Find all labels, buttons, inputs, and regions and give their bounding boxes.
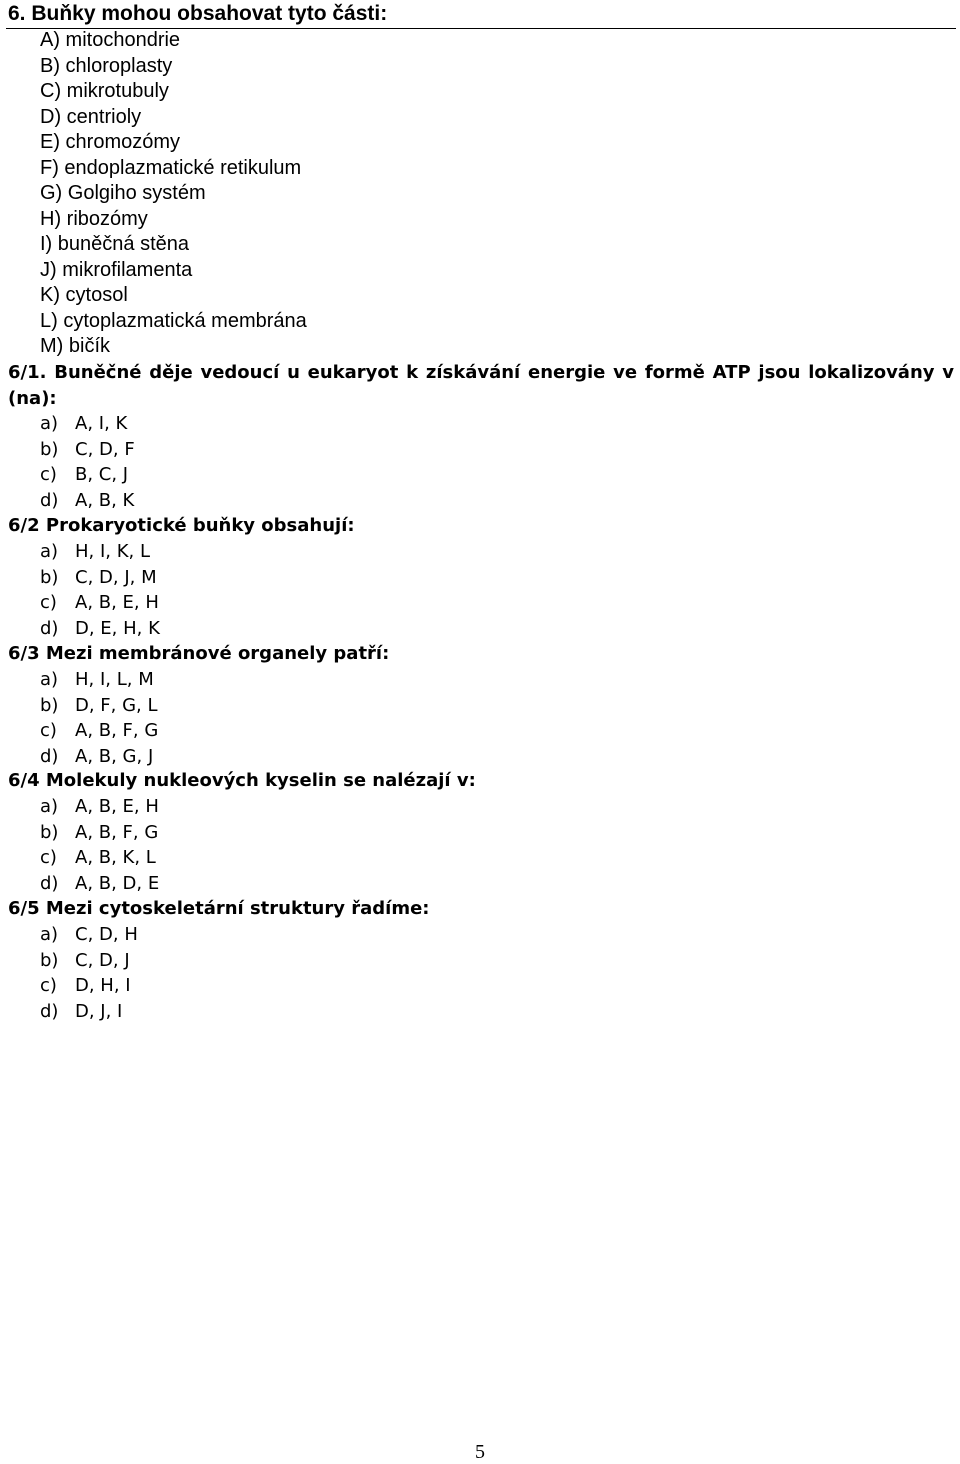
option-text: A, B, F, G (75, 720, 159, 741)
cell-parts-list (40, 28, 307, 360)
answer-option (40, 922, 138, 948)
option-text: C, D, J (75, 949, 130, 971)
answer-option (40, 973, 138, 999)
answer-option (40, 411, 135, 437)
option-text: A, B, E, H (75, 592, 159, 613)
answer-option (40, 616, 160, 642)
answer-options (40, 667, 158, 769)
cell-part-item: J) mikrofilamenta (40, 258, 193, 281)
option-text: A, B, K (75, 489, 135, 511)
cell-part-item: H) ribozómy (40, 207, 148, 230)
option-text: D, E, H, K (75, 617, 160, 639)
option-letter: d) (40, 617, 59, 639)
answer-option (40, 718, 158, 744)
cell-part-item: B) chloroplasty (40, 54, 173, 77)
option-text: D, H, I (75, 975, 131, 996)
option-letter: d) (40, 745, 59, 767)
option-text: C, D, H (75, 924, 138, 945)
option-letter: b) (40, 821, 59, 843)
answer-option (40, 871, 159, 897)
option-text: A, I, K (75, 413, 128, 434)
option-letter: c) (40, 720, 57, 741)
option-letter: a) (40, 541, 59, 562)
cell-part-item: C) mikrotubuly (40, 80, 169, 102)
answer-options (40, 539, 160, 641)
option-text: A, B, E, H (75, 796, 159, 817)
option-letter: c) (40, 592, 57, 613)
option-text: A, B, D, E (75, 872, 160, 894)
answer-options (40, 922, 138, 1024)
answer-option (40, 437, 135, 463)
option-letter: c) (40, 847, 57, 868)
question-title: 6/5 Mezi cytoskeletární struktury řadíme: (8, 898, 430, 919)
cell-part-item: M) bičík (40, 335, 110, 357)
cell-part-item: D) centrioly (40, 105, 142, 128)
answer-option (40, 820, 159, 846)
option-text: D, F, G, L (75, 694, 158, 716)
question-title: 6/2 Prokaryotické buňky obsahují: (8, 515, 355, 536)
cell-part-item: F) endoplazmatické retikulum (40, 156, 302, 179)
option-text: H, I, K, L (75, 541, 151, 562)
option-text: A, B, G, J (75, 745, 154, 767)
page-number: 5 (475, 1441, 485, 1463)
option-letter: c) (40, 464, 57, 485)
cell-part-item: K) cytosol (40, 284, 128, 306)
cell-part-item: I) buněčná stěna (40, 233, 189, 255)
cell-part-item: L) cytoplazmatická membrána (40, 309, 307, 332)
option-letter: a) (40, 413, 59, 434)
cell-part-item: A) mitochondrie (40, 29, 181, 51)
option-text: A, B, K, L (75, 847, 156, 868)
option-text: A, B, F, G (75, 821, 159, 843)
option-text: D, J, I (75, 1000, 123, 1022)
question-title: 6/3 Mezi membránové organely patří: (8, 643, 390, 664)
answer-option (40, 693, 158, 719)
answer-option (40, 539, 160, 565)
option-letter: d) (40, 872, 59, 894)
option-letter: d) (40, 489, 59, 511)
cell-part-item: G) Golgiho systém (40, 182, 206, 204)
option-letter: b) (40, 438, 59, 460)
answer-option (40, 744, 158, 770)
answer-option (40, 565, 160, 591)
option-letter: c) (40, 975, 57, 996)
answer-option (40, 845, 159, 871)
option-letter: a) (40, 796, 59, 817)
option-letter: b) (40, 566, 59, 588)
option-letter: d) (40, 1000, 59, 1022)
answer-option (40, 590, 160, 616)
answer-option (40, 488, 135, 514)
section-heading: 6. Buňky mohou obsahovat tyto části: (8, 2, 388, 25)
answer-option (40, 462, 135, 488)
option-letter: a) (40, 924, 59, 945)
option-letter: b) (40, 694, 59, 716)
answer-options (40, 411, 135, 513)
option-letter: a) (40, 669, 59, 690)
option-text: C, D, F (75, 438, 135, 460)
answer-option (40, 999, 138, 1025)
option-letter: b) (40, 949, 59, 971)
question-title: 6/4 Molekuly nukleových kyselin se nalézají v: (8, 770, 476, 791)
answer-options (40, 794, 159, 896)
answer-option (40, 948, 138, 974)
question-title: 6/1. Buněčné děje vedoucí u eukaryot k získávání energie ve formě ATP jsou lokalizovány v (na): (8, 362, 954, 409)
option-text: C, D, J, M (75, 566, 157, 588)
option-text: B, C, J (75, 464, 129, 485)
option-text: H, I, L, M (75, 669, 154, 690)
answer-option (40, 794, 159, 820)
answer-option (40, 667, 158, 693)
cell-part-item: E) chromozómy (40, 131, 181, 153)
